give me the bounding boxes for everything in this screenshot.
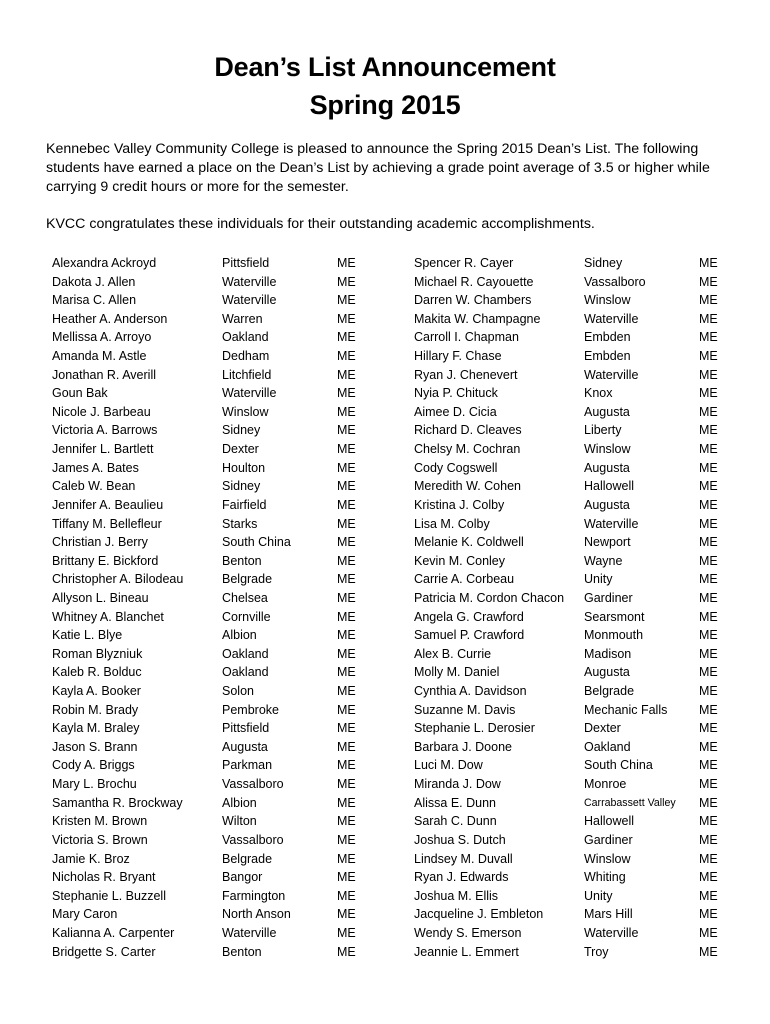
student-state: ME: [699, 311, 718, 326]
student-state: ME: [337, 256, 356, 270]
student-name: Chelsy M. Cochran: [414, 442, 521, 457]
student-name: Cody A. Briggs: [52, 758, 135, 773]
student-town: Winslow: [584, 293, 631, 308]
document-title: Dean’s List Announcement: [214, 52, 556, 82]
student-name: Samuel P. Crawford: [414, 628, 525, 643]
student-state: ME: [337, 888, 356, 903]
student-name: Suzanne M. Davis: [414, 702, 516, 717]
student-town: Waterville: [584, 311, 639, 326]
student-name: Darren W. Chambers: [414, 293, 532, 308]
student-name: Kristina J. Colby: [414, 497, 505, 512]
student-state: ME: [699, 367, 718, 382]
student-name: Stephanie L. Derosier: [414, 721, 535, 736]
student-town: Solon: [222, 684, 254, 699]
student-state: ME: [337, 665, 356, 680]
student-name: Kristen M. Brown: [52, 814, 148, 829]
student-name: Brittany E. Bickford: [52, 553, 159, 568]
student-state: ME: [337, 535, 356, 550]
student-state: ME: [337, 572, 356, 587]
student-state: ME: [337, 646, 356, 661]
student-name: Cody Cogswell: [414, 460, 498, 475]
student-state: ME: [699, 330, 718, 345]
student-name: Alexandra Ackroyd: [52, 256, 157, 270]
student-name: Mary L. Brochu: [52, 777, 137, 792]
student-name: Allyson L. Bineau: [52, 590, 149, 605]
student-town: Oakland: [222, 646, 269, 661]
student-state: ME: [337, 311, 356, 326]
student-name: Kayla A. Booker: [52, 684, 141, 699]
student-town: South China: [584, 758, 653, 773]
student-town: Sidney: [222, 479, 261, 494]
intro-paragraph: Kennebec Valley Community College is pleased to announce the Spring 2015 Dean’s List. The following students have earned a place on the Dean’s List by achieving a grade point average of 3.5 or higher while carrying 9 credit hours or more for the semester.: [46, 141, 710, 195]
student-name: Joshua S. Dutch: [414, 832, 506, 847]
student-name: Miranda J. Dow: [414, 777, 501, 792]
student-state: ME: [337, 404, 356, 419]
student-town: Unity: [584, 572, 613, 587]
student-town: Winslow: [222, 404, 269, 419]
student-state: ME: [699, 349, 718, 364]
student-state: ME: [699, 721, 718, 736]
student-state: ME: [699, 814, 718, 829]
student-town: Belgrade: [222, 851, 273, 866]
student-name: Roman Blyzniuk: [52, 646, 143, 661]
student-town: South China: [222, 535, 291, 550]
student-state: ME: [699, 293, 718, 308]
student-name: Cynthia A. Davidson: [414, 684, 527, 699]
student-name: Nicholas R. Bryant: [52, 870, 156, 885]
student-name: Mary Caron: [52, 907, 118, 922]
student-name: Spencer R. Cayer: [414, 256, 514, 270]
student-town: Fairfield: [222, 497, 267, 512]
student-state: ME: [337, 274, 356, 289]
student-name: Wendy S. Emerson: [414, 925, 522, 940]
student-town: Searsmont: [584, 609, 645, 624]
student-town: Winslow: [584, 851, 631, 866]
student-name: Aimee D. Cicia: [414, 404, 497, 419]
student-name: Whitney A. Blanchet: [52, 609, 164, 624]
student-name: Dakota J. Allen: [52, 274, 136, 289]
student-town: Oakland: [222, 330, 269, 345]
student-state: ME: [699, 497, 718, 512]
student-state: ME: [699, 684, 718, 699]
student-name: Carroll I. Chapman: [414, 330, 519, 345]
student-state: ME: [699, 274, 718, 289]
student-state: ME: [699, 386, 718, 401]
student-state: ME: [337, 628, 356, 643]
student-town: Wilton: [222, 814, 257, 829]
student-town: Augusta: [584, 665, 630, 680]
student-state: ME: [337, 702, 356, 717]
student-town: Knox: [584, 386, 613, 401]
student-name: Christian J. Berry: [52, 535, 148, 550]
student-name: Kalianna A. Carpenter: [52, 925, 175, 940]
student-name: Victoria A. Barrows: [52, 423, 158, 438]
student-town: Wayne: [584, 553, 623, 568]
student-town: Gardiner: [584, 832, 633, 847]
student-town: Hallowell: [584, 814, 635, 829]
student-town: Oakland: [584, 739, 631, 754]
student-state: ME: [337, 442, 356, 457]
student-town: Mars Hill: [584, 907, 633, 922]
student-state: ME: [337, 684, 356, 699]
student-state: ME: [699, 758, 718, 773]
student-state: ME: [699, 572, 718, 587]
student-state: ME: [699, 256, 718, 270]
student-name: Amanda M. Astle: [52, 349, 147, 364]
student-name: Victoria S. Brown: [52, 832, 148, 847]
student-town: Farmington: [222, 888, 286, 903]
student-state: ME: [337, 386, 356, 401]
student-town: Sidney: [584, 256, 623, 270]
student-name: Lindsey M. Duvall: [414, 851, 513, 866]
student-town: Houlton: [222, 460, 266, 475]
student-town: Oakland: [222, 665, 269, 680]
student-town: Dexter: [584, 721, 621, 736]
student-state: ME: [699, 404, 718, 419]
student-name: Alissa E. Dunn: [414, 795, 496, 810]
student-town: Liberty: [584, 423, 622, 438]
student-name: Luci M. Dow: [414, 758, 483, 773]
student-name: Barbara J. Doone: [414, 739, 512, 754]
student-name: Caleb W. Bean: [52, 479, 136, 494]
student-name: Molly M. Daniel: [414, 665, 500, 680]
student-town: Unity: [584, 888, 613, 903]
student-town: Augusta: [584, 460, 630, 475]
student-state: ME: [699, 870, 718, 885]
student-name: Meredith W. Cohen: [414, 479, 521, 494]
student-name: Christopher A. Bilodeau: [52, 572, 184, 587]
student-state: ME: [337, 721, 356, 736]
student-town: Waterville: [222, 293, 277, 308]
student-town: Madison: [584, 646, 632, 661]
student-town: Troy: [584, 944, 609, 959]
student-town: Dexter: [222, 442, 259, 457]
student-town: Embden: [584, 330, 631, 345]
student-name: Goun Bak: [52, 386, 108, 401]
student-state: ME: [699, 665, 718, 680]
student-state: ME: [337, 907, 356, 922]
student-town: Sidney: [222, 423, 261, 438]
student-state: ME: [337, 777, 356, 792]
student-state: ME: [337, 553, 356, 568]
student-town: Vassalboro: [584, 274, 646, 289]
student-state: ME: [337, 479, 356, 494]
student-state: ME: [699, 535, 718, 550]
student-town: Waterville: [222, 925, 277, 940]
student-name: Nyia P. Chituck: [414, 386, 498, 401]
student-state: ME: [337, 330, 356, 345]
student-state: ME: [699, 739, 718, 754]
student-name: Lisa M. Colby: [414, 516, 490, 531]
student-state: ME: [699, 907, 718, 922]
student-name: Jacqueline J. Embleton: [414, 907, 544, 922]
student-town: Pittsfield: [222, 256, 270, 270]
student-name: Kaleb R. Bolduc: [52, 665, 142, 680]
student-state: ME: [337, 795, 356, 810]
student-name: Michael R. Cayouette: [414, 274, 534, 289]
student-town: Starks: [222, 516, 258, 531]
student-name: Ryan J. Chenevert: [414, 367, 518, 382]
student-state: ME: [337, 944, 356, 959]
student-state: ME: [337, 814, 356, 829]
student-name: Ryan J. Edwards: [414, 870, 509, 885]
student-name: Jennifer L. Bartlett: [52, 442, 154, 457]
student-state: ME: [699, 590, 718, 605]
student-name: Stephanie L. Buzzell: [52, 888, 166, 903]
student-name: Mellissa A. Arroyo: [52, 330, 152, 345]
student-state: ME: [699, 423, 718, 438]
student-name: Bridgette S. Carter: [52, 944, 156, 959]
student-name: Katie L. Blye: [52, 628, 123, 643]
student-town: Mechanic Falls: [584, 702, 668, 717]
student-town: Monroe: [584, 777, 627, 792]
student-town: Cornville: [222, 609, 271, 624]
student-state: ME: [337, 590, 356, 605]
student-name: Jason S. Brann: [52, 739, 138, 754]
student-town: Gardiner: [584, 590, 633, 605]
student-state: ME: [337, 293, 356, 308]
student-name: Jeannie L. Emmert: [414, 944, 519, 959]
student-town: North Anson: [222, 907, 291, 922]
document-subtitle: Spring 2015: [309, 90, 461, 120]
student-name: Kevin M. Conley: [414, 553, 506, 568]
student-town: Augusta: [584, 404, 630, 419]
student-name: Joshua M. Ellis: [414, 888, 499, 903]
student-town: Chelsea: [222, 590, 268, 605]
student-town: Waterville: [584, 516, 639, 531]
student-name: Jennifer A. Beaulieu: [52, 497, 164, 512]
student-town: Carrabassett Valley: [584, 796, 676, 809]
student-town: Warren: [222, 311, 263, 326]
student-name: Melanie K. Coldwell: [414, 535, 524, 550]
student-state: ME: [337, 870, 356, 885]
student-town: Whiting: [584, 870, 626, 885]
student-town: Waterville: [584, 925, 639, 940]
student-town: Albion: [222, 628, 257, 643]
student-state: ME: [699, 479, 718, 494]
student-name: Makita W. Champagne: [414, 311, 541, 326]
student-town: Benton: [222, 944, 262, 959]
student-town: Litchfield: [222, 367, 272, 382]
student-state: ME: [699, 925, 718, 940]
student-name: Samantha R. Brockway: [52, 795, 183, 810]
student-town: Monmouth: [584, 628, 644, 643]
student-name: Alex B. Currie: [414, 646, 492, 661]
student-name: Heather A. Anderson: [52, 311, 168, 326]
student-town: Waterville: [222, 274, 277, 289]
student-town: Dedham: [222, 349, 270, 364]
student-state: ME: [699, 516, 718, 531]
student-town: Parkman: [222, 758, 273, 773]
student-state: ME: [699, 832, 718, 847]
student-state: ME: [699, 777, 718, 792]
student-town: Benton: [222, 553, 262, 568]
student-name: Sarah C. Dunn: [414, 814, 497, 829]
student-town: Vassalboro: [222, 777, 284, 792]
student-name: Angela G. Crawford: [414, 609, 524, 624]
student-state: ME: [337, 925, 356, 940]
student-state: ME: [337, 423, 356, 438]
student-state: ME: [337, 758, 356, 773]
student-state: ME: [699, 702, 718, 717]
student-state: ME: [337, 460, 356, 475]
student-state: ME: [699, 460, 718, 475]
student-name: Jonathan R. Averill: [52, 367, 156, 382]
student-name: Robin M. Brady: [52, 702, 139, 717]
student-state: ME: [337, 516, 356, 531]
student-town: Belgrade: [584, 684, 635, 699]
student-town: Augusta: [222, 739, 268, 754]
student-name: Carrie A. Corbeau: [414, 572, 515, 587]
student-state: ME: [337, 851, 356, 866]
student-name: Nicole J. Barbeau: [52, 404, 151, 419]
student-town: Vassalboro: [222, 832, 284, 847]
congrats-paragraph: KVCC congratulates these individuals for their outstanding academic accomplishments.: [46, 216, 595, 232]
student-state: ME: [337, 739, 356, 754]
student-state: ME: [337, 497, 356, 512]
student-state: ME: [699, 944, 718, 959]
student-town: Winslow: [584, 442, 631, 457]
student-state: ME: [699, 851, 718, 866]
student-name: Hillary F. Chase: [414, 349, 502, 364]
student-state: ME: [337, 832, 356, 847]
student-state: ME: [699, 609, 718, 624]
student-state: ME: [337, 349, 356, 364]
student-state: ME: [337, 367, 356, 382]
student-town: Newport: [584, 535, 631, 550]
student-state: ME: [699, 442, 718, 457]
student-town: Embden: [584, 349, 631, 364]
student-name: James A. Bates: [52, 460, 139, 475]
student-town: Albion: [222, 795, 257, 810]
student-town: Bangor: [222, 870, 263, 885]
student-town: Hallowell: [584, 479, 635, 494]
student-state: ME: [699, 628, 718, 643]
student-town: Pembroke: [222, 702, 279, 717]
student-name: Jamie K. Broz: [52, 851, 130, 866]
student-state: ME: [699, 553, 718, 568]
student-town: Waterville: [584, 367, 639, 382]
student-state: ME: [337, 609, 356, 624]
student-state: ME: [699, 646, 718, 661]
student-state: ME: [699, 795, 718, 810]
student-name: Richard D. Cleaves: [414, 423, 522, 438]
student-name: Patricia M. Cordon Chacon: [414, 590, 565, 605]
student-name: Marisa C. Allen: [52, 293, 137, 308]
student-town: Augusta: [584, 497, 630, 512]
student-town: Pittsfield: [222, 721, 270, 736]
student-state: ME: [699, 888, 718, 903]
student-town: Belgrade: [222, 572, 273, 587]
student-town: Waterville: [222, 386, 277, 401]
student-name: Tiffany M. Bellefleur: [52, 516, 162, 531]
student-name: Kayla M. Braley: [52, 721, 140, 736]
